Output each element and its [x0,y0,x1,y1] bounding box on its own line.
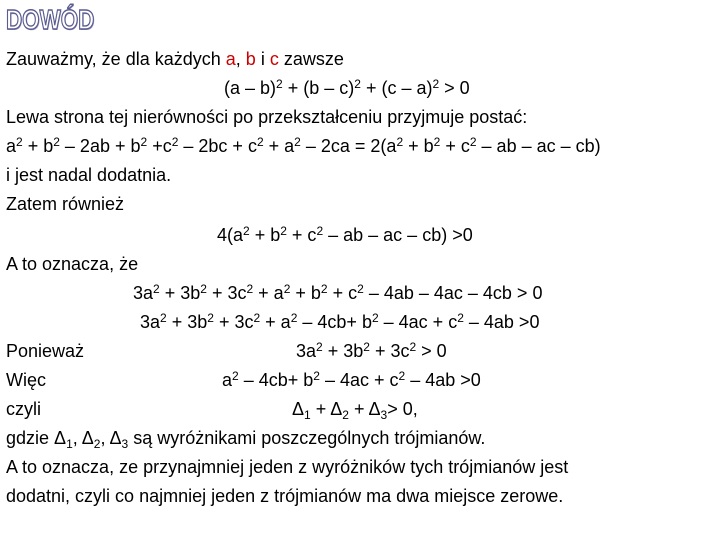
line-where-discriminants: gdzie $\Delta_1$, $\Delta_2$, $\Delta_3$ są wyróżnikami poszczególnych trójmianów. [6,428,486,451]
inequality-four-times: $4(a^2 + b^2 + c^2$ – ab – ac – cb) >0 [217,224,473,245]
var-a: a [225,49,236,69]
that-is-label: czyli [6,399,41,419]
inequality-regrouped: $3a^2 + 3b^2 + 3c^2 + a^2 - 4cb+ b^2 - 4ac + c^2 - 4ab >0$ [140,311,540,332]
inequality-discriminants: $\Delta_1 + \Delta_2 + \Delta_3> 0$, [292,399,418,422]
inequality-positive-sum: $3a^2 + 3b^2 + 3c^2 > 0$ [296,340,447,361]
intro-text: Zauważmy, że dla każdych [6,49,226,69]
var-c: c [269,49,279,69]
line-conclusion-2: dodatni, czyli co najmniej jeden z trójmianów ma dwa miejsce zerowe. [6,486,564,506]
line-still-positive: i jest nadal dodatnia. [6,165,172,185]
sep-3: zawsze [278,49,344,69]
line-conclusion-1: A to oznacza, ze przynajmniej jeden z wyróżników tych trójmianów jest [6,457,569,477]
inequality-remaining: $a^2 - 4cb+ b^2 - 4ac + c^2 - 4ab >0$ [222,369,481,390]
because-label: Ponieważ [6,341,85,361]
expansion-equation: $a^2 + b^2 - 2ab + b^2 +c^2 - 2bc + c^2 + a^2 - 2ca = 2(a^2 + b^2 + c^2$ – ab – ac – cb) [6,135,601,156]
line-this-means: A to oznacza, że [6,254,139,274]
line-left-side: Lewa strona tej nierówności po przekształceniu przyjmuje postać: [6,107,528,127]
so-label: Więc [6,370,46,390]
sep-2: i [255,49,270,69]
var-b: b [245,49,256,69]
inequality-squares: (a – b)$^2$ + (b – c)$^2$ + (c – a)$^2$ > 0 [224,77,470,98]
inequality-expanded: $3a^2 + 3b^2 + 3c^2 + a^2 + b^2 + c^2 - 4ab - 4ac - 4cb > 0$ [133,282,543,303]
sep-1: , [235,49,246,69]
line-intro [6,48,344,70]
page-title: DOWÓD [6,4,95,35]
line-therefore: Zatem również [6,194,125,214]
line-because [6,340,84,362]
